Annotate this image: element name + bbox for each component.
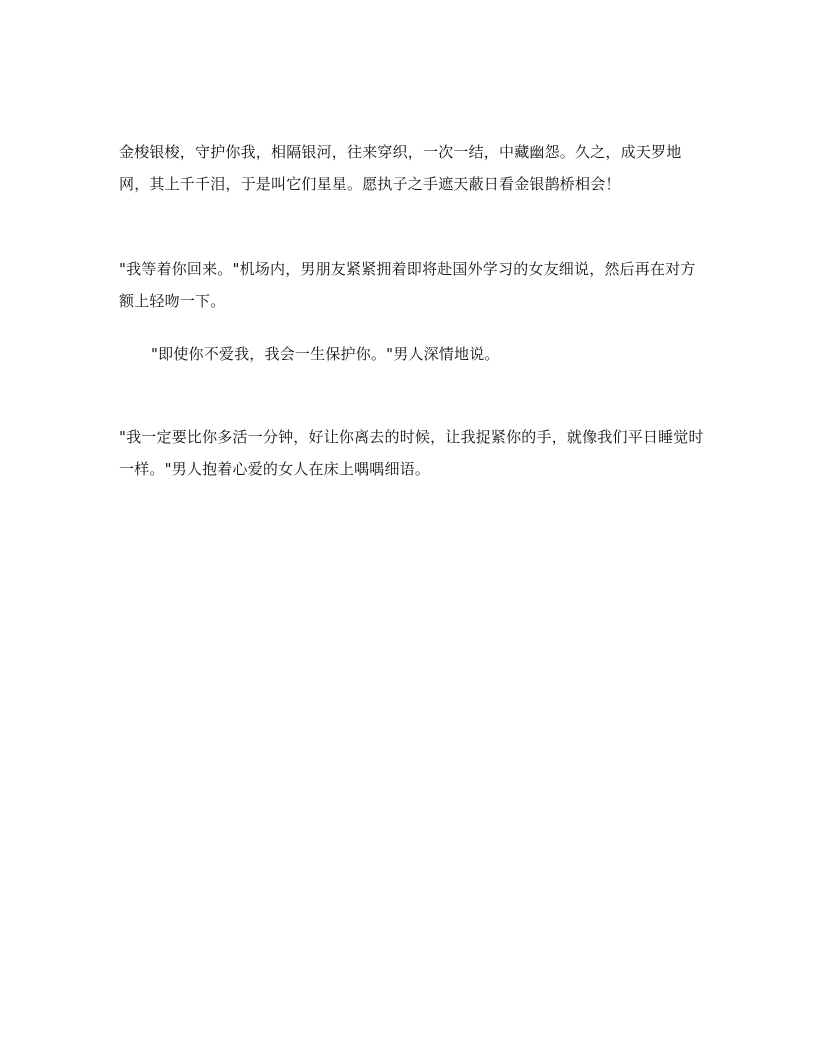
paragraph-3: "即使你不爱我，我会一生保护你。"男人深情地说。 <box>151 345 500 363</box>
paragraph-4: "我一定要比你多活一分钟，好让你离去的时候，让我捉紧你的手，就像我们平日睡觉时一样。"男人抱着心爱的女人在床上喁喁细语。 <box>119 428 704 478</box>
paragraph-1: 金梭银梭，守护你我，相隔银河，往来穿织，一次一结，中藏幽怨。久之，成天罗地网，其上千千泪，于是叫它们星星。愿执子之手遮天蔽日看金银鹊桥相会！ <box>119 143 682 193</box>
paragraph-2: "我等着你回来。"机场内，男朋友紧紧拥着即将赴国外学习的女友细说，然后再在对方额上轻吻一下。 <box>119 260 696 310</box>
